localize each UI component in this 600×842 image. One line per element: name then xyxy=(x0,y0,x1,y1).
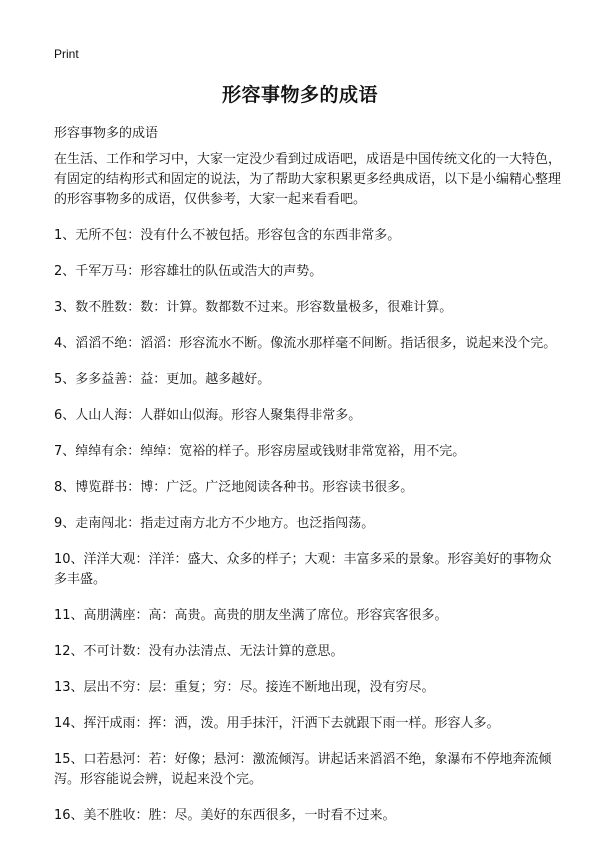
list-item: 8、博览群书：博：广泛。广泛地阅读各种书。形容读书很多。 xyxy=(54,480,414,495)
list-item: 3、数不胜数：数：计算。数都数不过来。形容数量极多，很难计算。 xyxy=(54,300,453,315)
article-body xyxy=(54,150,564,842)
list-item: 11、高朋满座：高：高贵。高贵的朋友坐满了席位。形容宾客很多。 xyxy=(54,608,448,623)
list-item: 16、美不胜收：胜：尽。美好的东西很多，一时看不过来。 xyxy=(54,808,396,823)
list-item: 9、走南闯北：指走过南方北方不少地方。也泛指闯荡。 xyxy=(54,516,375,531)
list-item: 2、千军万马：形容雄壮的队伍或浩大的声势。 xyxy=(54,264,323,279)
list-item: 13、层出不穷：层：重复；穷：尽。接连不断地出现，没有穷尽。 xyxy=(54,680,435,695)
article-subtitle: 形容事物多的成语 xyxy=(54,126,159,141)
intro-paragraph: 在生活、工作和学习中，大家一定没少看到过成语吧，成语是中国传统文化的一大特色，有固定的结构形式和固定的说法，为了帮助大家积累更多经典成语，以下是小编精心整理的形容事物多的成语，仅供参考，大家一起来看看吧。 xyxy=(54,152,562,207)
list-item: 4、滔滔不绝：滔滔：形容流水不断。像流水那样毫不间断。指话很多，说起来没个完。 xyxy=(54,336,557,351)
list-item: 15、口若悬河：若：好像；悬河：激流倾泻。讲起话来滔滔不绝，象瀑布不停地奔流倾泻。形容能说会辨，说起来没个完。 xyxy=(54,752,552,787)
list-item: 5、多多益善：益：更加。越多越好。 xyxy=(54,372,271,387)
print-link[interactable]: Print xyxy=(54,47,79,61)
list-item: 12、不可计数：没有办法清点、无法计算的意思。 xyxy=(54,644,344,659)
list-item: 6、人山人海：人群如山似海。形容人聚集得非常多。 xyxy=(54,408,362,423)
page-title: 形容事物多的成语 xyxy=(221,84,378,106)
list-item: 10、洋洋大观：洋洋：盛大、众多的样子；大观：丰富多采的景象。形容美好的事物众多丰盛。 xyxy=(54,552,552,587)
list-item: 7、绰绰有余：绰绰：宽裕的样子。形容房屋或钱财非常宽裕，用不完。 xyxy=(54,444,466,459)
list-item: 1、无所不包：没有什么不被包括。形容包含的东西非常多。 xyxy=(54,228,401,243)
list-item: 14、挥汗成雨：挥：洒，泼。用手抹汗，汗洒下去就跟下雨一样。形容人多。 xyxy=(54,716,500,731)
idiom-list xyxy=(54,226,564,826)
